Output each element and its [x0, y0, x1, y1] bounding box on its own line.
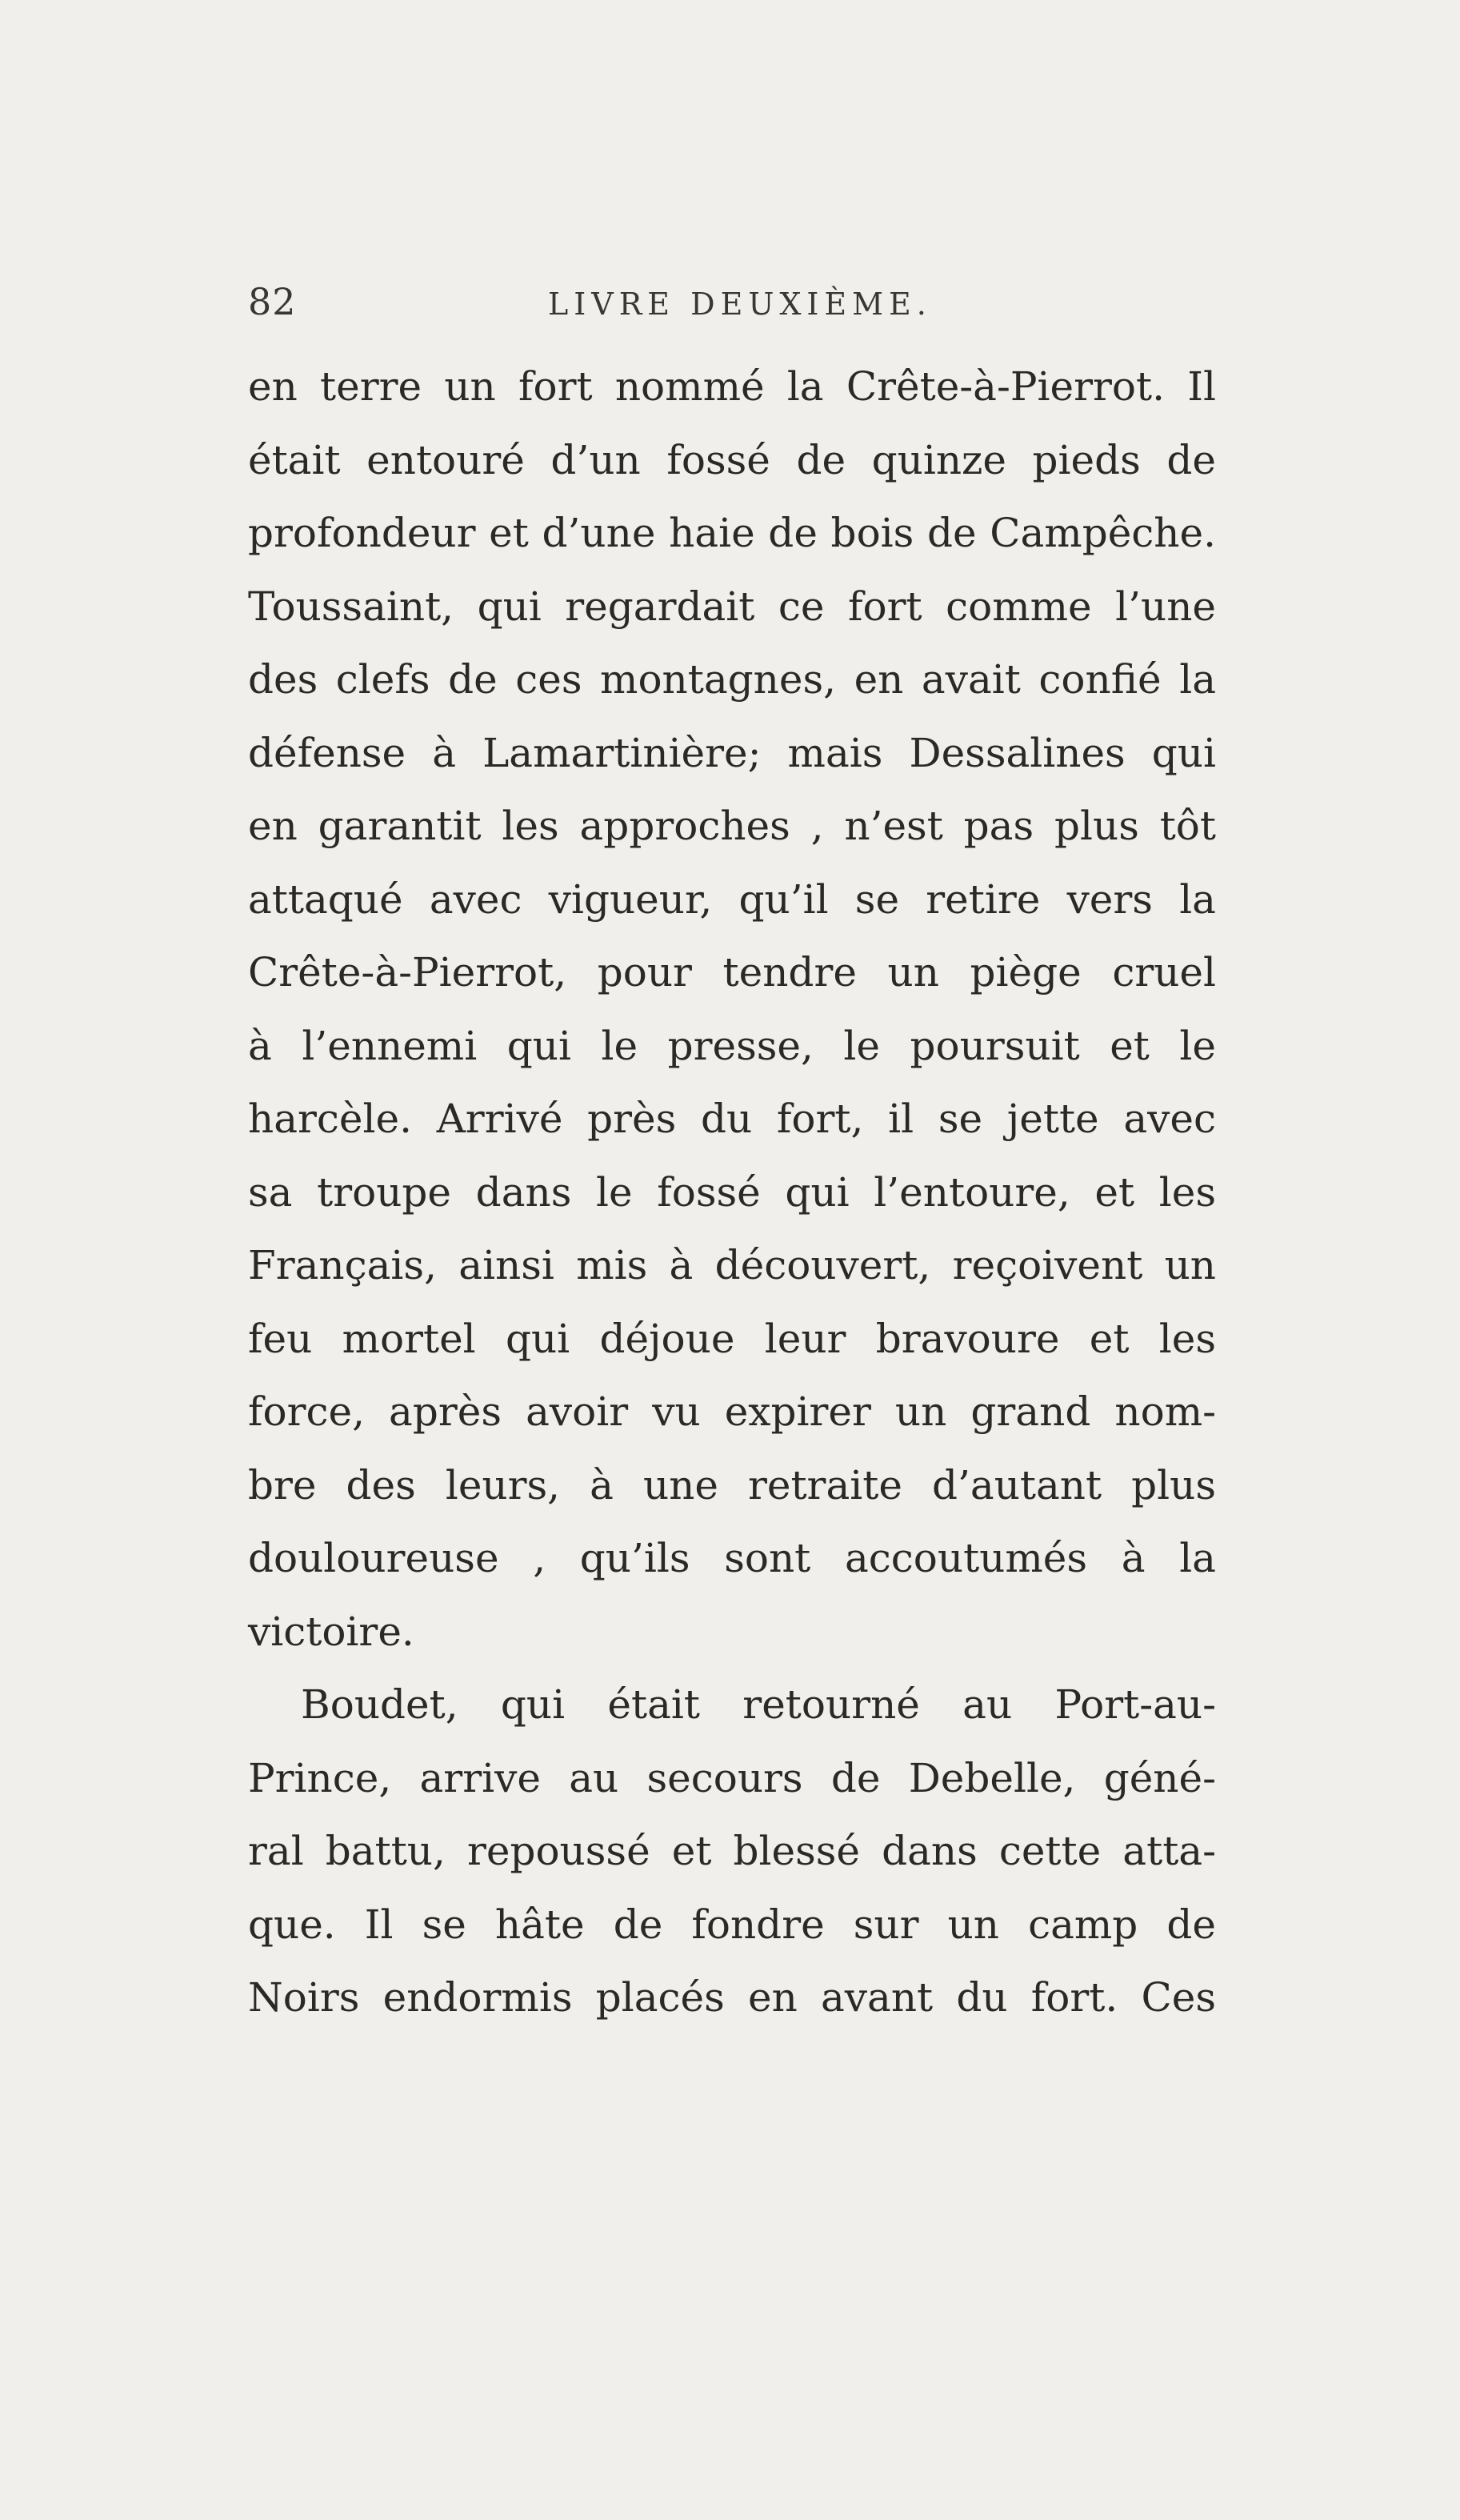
text-line: des clefs de ces montagnes, en avait confié la: [248, 656, 1216, 703]
text-line: Noirs endormis placés en avant du fort. Ces: [248, 1974, 1216, 2021]
text-line: attaqué avec vigueur, qu’il se retire vers la: [248, 875, 1216, 923]
text-line: force, après avoir vu expirer un grand nom-: [248, 1388, 1216, 1435]
text-line: en garantit les approches , n’est pas plus tôt: [248, 803, 1216, 849]
text-line: harcèle. Arrivé près du fort, il se jette avec: [248, 1096, 1216, 1142]
paragraph-end-line: victoire.: [248, 1608, 414, 1655]
text-line: à l’ennemi qui le presse, le poursuit et le: [248, 1022, 1216, 1069]
text-line: défense à Lamartinière; mais Dessalines qui: [248, 729, 1216, 776]
text-line: bre des leurs, à une retraite d’autant plus: [248, 1461, 1216, 1508]
text-line: sa troupe dans le fossé qui l’entoure, et les: [248, 1168, 1216, 1216]
text-line: Crête-à-Pierrot, pour tendre un piège cruel: [248, 949, 1216, 996]
text-line: profondeur et d’une haie de bois de Campêche.: [248, 510, 1216, 556]
text-line: feu mortel qui déjoue leur bravoure et les: [248, 1315, 1216, 1362]
text-line: ral battu, repoussé et blessé dans cette atta-: [248, 1828, 1216, 1874]
text-line: douloureuse , qu’ils sont accoutumés à la: [248, 1535, 1216, 1581]
paragraph-start-line: Boudet, qui était retourné au Port-au-: [301, 1681, 1216, 1728]
text-line: que. Il se hâte de fondre sur un camp de: [248, 1901, 1216, 1948]
text-line: Français, ainsi mis à découvert, reçoivent un: [248, 1242, 1216, 1288]
text-line: Toussaint, qui regardait ce fort comme l’une: [248, 583, 1216, 630]
text-line: en terre un fort nommé la Crête-à-Pierrot. Il: [248, 363, 1216, 410]
text-line: Prince, arrive au secours de Debelle, géné-: [248, 1754, 1216, 1801]
running-head: LIVRE DEUXIÈME.: [548, 286, 932, 322]
text-line: était entouré d’un fossé de quinze pieds de: [248, 436, 1216, 483]
page-number: 82: [248, 280, 297, 323]
body-text: [248, 351, 1216, 2035]
page-header: [248, 280, 1216, 336]
